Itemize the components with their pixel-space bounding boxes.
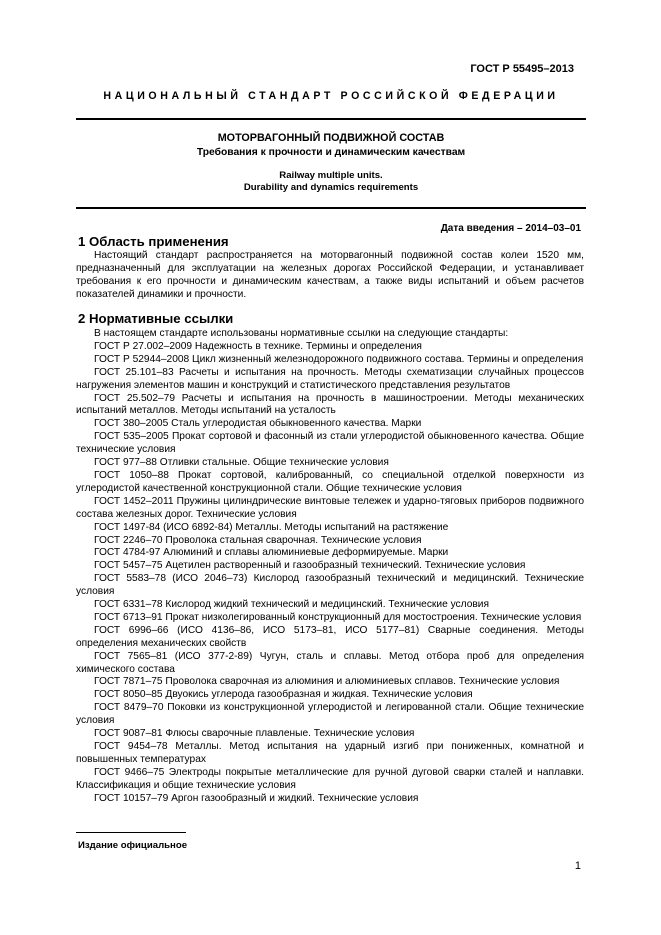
footnote-divider bbox=[76, 832, 186, 833]
reference-item: ГОСТ 10157–79 Аргон газообразный и жидкий. Технические условия bbox=[94, 792, 419, 804]
reference-item: ГОСТ 1050–88 Прокат сортовой, калиброванный, со специальной отделкой поверхности из углеродистой качественной конструкционной стали. Общие технические условия bbox=[76, 469, 584, 494]
document-code: ГОСТ Р 55495–2013 bbox=[470, 63, 574, 75]
reference-item: ГОСТ 5457–75 Ацетилен растворенный и газообразный технический. Технические условия bbox=[94, 560, 526, 572]
edition-label: Издание официальное bbox=[78, 840, 188, 851]
section-2-heading: 2 Нормативные ссылки bbox=[78, 311, 234, 326]
reference-item: ГОСТ 8479–70 Поковки из конструкционной углеродистой и легированной стали. Общие технические условия bbox=[76, 702, 584, 727]
reference-item: ГОСТ 977–88 Отливки стальные. Общие технические условия bbox=[94, 457, 389, 469]
reference-item: ГОСТ 5583–78 (ИСО 2046–73) Кислород газообразный технический и медицинский. Технические условия bbox=[76, 573, 584, 598]
section-1-text: Настоящий стандарт распространяется на моторвагонный подвижной состав колеи 1520 мм, предназначенный для эксплуатации на железных дорогах Российской Федерации, и устанавливает требования к его прочности и динамическим качествам, а также виды испытаний и объем расчетов показателей динамики и прочности. bbox=[76, 250, 584, 300]
national-standard-title: НАЦИОНАЛЬНЫЙ СТАНДАРТ РОССИЙСКОЙ ФЕДЕРАЦИИ bbox=[103, 90, 559, 102]
reference-item: ГОСТ 535–2005 Прокат сортовой и фасонный из стали углеродистой обыкновенного качества. Общие технические условия bbox=[76, 431, 584, 456]
title-ru-main: МОТОРВАГОННЫЙ ПОДВИЖНОЙ СОСТАВ bbox=[217, 132, 445, 144]
reference-item: ГОСТ 4784-97 Алюминий и сплавы алюминиевые деформируемые. Марки bbox=[94, 547, 449, 559]
reference-item: ГОСТ 6996–66 (ИСО 4136–86, ИСО 5173–81, ИСО 5177–81) Сварные соединения. Методы определения механических свойств bbox=[76, 624, 584, 649]
normative-references bbox=[76, 328, 584, 806]
reference-item: ГОСТ 9087–81 Флюсы сварочные плавленые. Технические условия bbox=[94, 728, 415, 740]
title-en-main: Railway multiple units. bbox=[279, 170, 383, 181]
reference-item: ГОСТ 1452–2011 Пружины цилиндрические винтовые тележек и ударно-тяговых приборов подвижного состава железных дорог. Технические условия bbox=[76, 495, 584, 520]
reference-item: ГОСТ 1497-84 (ИСО 6892-84) Металлы. Методы испытаний на растяжение bbox=[94, 521, 449, 533]
reference-item: ГОСТ 7871–75 Проволока сварочная из алюминия и алюминиевых сплавов. Технические условия bbox=[94, 676, 560, 688]
reference-item: ГОСТ 25.502–79 Расчеты и испытания на прочность в машиностроении. Методы механических испытаний металлов. Методы испытаний на усталость bbox=[76, 392, 584, 417]
section-1-body bbox=[76, 250, 584, 302]
title-divider bbox=[76, 207, 586, 209]
reference-item: ГОСТ 25.101–83 Расчеты и испытания на прочность. Методы схематизации случайных процессов нагружения элементов машин и конструкций и статистического представления результатов bbox=[76, 366, 584, 391]
title-ru-sub: Требования к прочности и динамическим качествам bbox=[196, 147, 466, 158]
reference-item: ГОСТ 8050–85 Двуокись углерода газообразная и жидкая. Технические условия bbox=[94, 689, 473, 701]
reference-item: ГОСТ 6331–78 Кислород жидкий технический и медицинский. Технические условия bbox=[94, 599, 489, 611]
reference-item: ГОСТ 6713–91 Прокат низколегированный конструкционный для мостостроения. Технические условия bbox=[94, 611, 582, 623]
page-number: 1 bbox=[574, 860, 581, 872]
reference-item: ГОСТ Р 52944–2008 Цикл жизненный железнодорожного подвижного состава. Термины и определения bbox=[94, 353, 584, 365]
title-en-sub: Durability and dynamics requirements bbox=[243, 182, 419, 193]
reference-item: ГОСТ Р 27.002–2009 Надежность в технике. Термины и определения bbox=[94, 340, 422, 352]
reference-item: ГОСТ 380–2005 Сталь углеродистая обыкновенного качества. Марки bbox=[94, 418, 422, 430]
reference-item: ГОСТ 9466–75 Электроды покрытые металлические для ручной дуговой сварки сталей и наплавки. Классификация и общие технические условия bbox=[76, 766, 584, 791]
reference-item: ГОСТ 2246–70 Проволока стальная сварочная. Технические условия bbox=[94, 534, 422, 546]
references-intro: В настоящем стандарте использованы нормативные ссылки на следующие стандарты: bbox=[94, 328, 509, 339]
section-1-heading: 1 Область применения bbox=[78, 234, 229, 249]
reference-item: ГОСТ 9454–78 Металлы. Метод испытания на ударный изгиб при пониженных, комнатной и повышенных температурах bbox=[76, 741, 584, 765]
introduction-date: Дата введения – 2014–03–01 bbox=[440, 223, 581, 234]
top-divider bbox=[76, 118, 586, 120]
reference-item: ГОСТ 7565–81 (ИСО 377-2-89) Чугун, сталь и сплавы. Метод отбора проб для определения химического состава bbox=[76, 650, 584, 675]
